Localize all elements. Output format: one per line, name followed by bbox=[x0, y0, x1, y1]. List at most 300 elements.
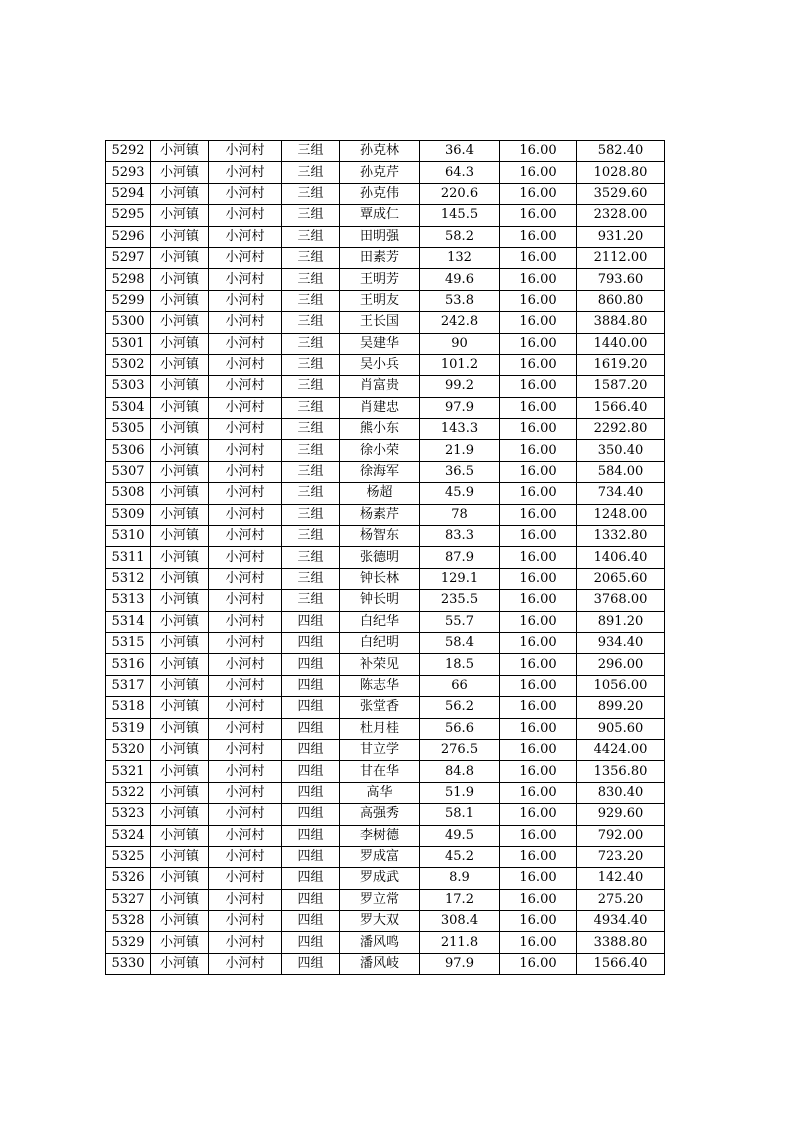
table-row bbox=[106, 868, 665, 889]
village-cell: 小河村 bbox=[209, 290, 282, 311]
town-cell: 小河镇 bbox=[151, 804, 209, 825]
table-row bbox=[106, 526, 665, 547]
row-number-cell: 5304 bbox=[106, 397, 151, 418]
rate-cell: 16.00 bbox=[500, 953, 577, 974]
table-row bbox=[106, 141, 665, 162]
amount-cell: 1028.80 bbox=[577, 162, 665, 183]
town-cell: 小河镇 bbox=[151, 953, 209, 974]
row-number-cell: 5292 bbox=[106, 141, 151, 162]
amount-cell: 1619.20 bbox=[577, 354, 665, 375]
area-cell: 56.2 bbox=[420, 697, 500, 718]
table-row bbox=[106, 568, 665, 589]
group-cell: 三组 bbox=[282, 226, 340, 247]
group-cell: 四组 bbox=[282, 911, 340, 932]
group-cell: 三组 bbox=[282, 290, 340, 311]
group-cell: 三组 bbox=[282, 397, 340, 418]
row-number-cell: 5308 bbox=[106, 483, 151, 504]
village-cell: 小河村 bbox=[209, 590, 282, 611]
name-cell: 甘立学 bbox=[340, 739, 420, 760]
rate-cell: 16.00 bbox=[500, 526, 577, 547]
village-cell: 小河村 bbox=[209, 440, 282, 461]
amount-cell: 582.40 bbox=[577, 141, 665, 162]
table-row bbox=[106, 611, 665, 632]
rate-cell: 16.00 bbox=[500, 804, 577, 825]
town-cell: 小河镇 bbox=[151, 183, 209, 204]
area-cell: 132 bbox=[420, 247, 500, 268]
table-row bbox=[106, 419, 665, 440]
town-cell: 小河镇 bbox=[151, 419, 209, 440]
name-cell: 杨智东 bbox=[340, 526, 420, 547]
village-cell: 小河村 bbox=[209, 868, 282, 889]
row-number-cell: 5318 bbox=[106, 697, 151, 718]
table-row bbox=[106, 354, 665, 375]
area-cell: 58.4 bbox=[420, 632, 500, 653]
town-cell: 小河镇 bbox=[151, 632, 209, 653]
rate-cell: 16.00 bbox=[500, 461, 577, 482]
row-number-cell: 5328 bbox=[106, 911, 151, 932]
name-cell: 补荣见 bbox=[340, 654, 420, 675]
row-number-cell: 5322 bbox=[106, 782, 151, 803]
group-cell: 四组 bbox=[282, 846, 340, 867]
town-cell: 小河镇 bbox=[151, 354, 209, 375]
name-cell: 张堂香 bbox=[340, 697, 420, 718]
name-cell: 杜月桂 bbox=[340, 718, 420, 739]
amount-cell: 723.20 bbox=[577, 846, 665, 867]
group-cell: 四组 bbox=[282, 718, 340, 739]
table-row bbox=[106, 846, 665, 867]
table-row bbox=[106, 782, 665, 803]
table-row bbox=[106, 697, 665, 718]
area-cell: 55.7 bbox=[420, 611, 500, 632]
area-cell: 143.3 bbox=[420, 419, 500, 440]
table-row bbox=[106, 932, 665, 953]
table-body bbox=[106, 141, 665, 975]
rate-cell: 16.00 bbox=[500, 183, 577, 204]
amount-cell: 793.60 bbox=[577, 269, 665, 290]
rate-cell: 16.00 bbox=[500, 312, 577, 333]
town-cell: 小河镇 bbox=[151, 376, 209, 397]
town-cell: 小河镇 bbox=[151, 205, 209, 226]
village-cell: 小河村 bbox=[209, 162, 282, 183]
group-cell: 四组 bbox=[282, 782, 340, 803]
group-cell: 三组 bbox=[282, 333, 340, 354]
town-cell: 小河镇 bbox=[151, 868, 209, 889]
group-cell: 三组 bbox=[282, 269, 340, 290]
table-row bbox=[106, 675, 665, 696]
town-cell: 小河镇 bbox=[151, 547, 209, 568]
rate-cell: 16.00 bbox=[500, 354, 577, 375]
town-cell: 小河镇 bbox=[151, 568, 209, 589]
area-cell: 90 bbox=[420, 333, 500, 354]
town-cell: 小河镇 bbox=[151, 911, 209, 932]
group-cell: 四组 bbox=[282, 889, 340, 910]
rate-cell: 16.00 bbox=[500, 846, 577, 867]
table-row bbox=[106, 718, 665, 739]
table-row bbox=[106, 739, 665, 760]
name-cell: 张德明 bbox=[340, 547, 420, 568]
table-row bbox=[106, 804, 665, 825]
amount-cell: 1440.00 bbox=[577, 333, 665, 354]
table-row bbox=[106, 889, 665, 910]
row-number-cell: 5296 bbox=[106, 226, 151, 247]
name-cell: 吴建华 bbox=[340, 333, 420, 354]
amount-cell: 584.00 bbox=[577, 461, 665, 482]
name-cell: 孙克林 bbox=[340, 141, 420, 162]
group-cell: 三组 bbox=[282, 461, 340, 482]
area-cell: 276.5 bbox=[420, 739, 500, 760]
group-cell: 四组 bbox=[282, 611, 340, 632]
group-cell: 四组 bbox=[282, 932, 340, 953]
rate-cell: 16.00 bbox=[500, 397, 577, 418]
amount-cell: 2065.60 bbox=[577, 568, 665, 589]
area-cell: 99.2 bbox=[420, 376, 500, 397]
name-cell: 高强秀 bbox=[340, 804, 420, 825]
row-number-cell: 5309 bbox=[106, 504, 151, 525]
amount-cell: 1056.00 bbox=[577, 675, 665, 696]
table-row bbox=[106, 183, 665, 204]
village-cell: 小河村 bbox=[209, 419, 282, 440]
area-cell: 58.1 bbox=[420, 804, 500, 825]
group-cell: 四组 bbox=[282, 675, 340, 696]
row-number-cell: 5317 bbox=[106, 675, 151, 696]
group-cell: 三组 bbox=[282, 547, 340, 568]
name-cell: 钟长明 bbox=[340, 590, 420, 611]
group-cell: 三组 bbox=[282, 312, 340, 333]
name-cell: 甘在华 bbox=[340, 761, 420, 782]
village-cell: 小河村 bbox=[209, 247, 282, 268]
rate-cell: 16.00 bbox=[500, 889, 577, 910]
name-cell: 田明强 bbox=[340, 226, 420, 247]
amount-cell: 1248.00 bbox=[577, 504, 665, 525]
amount-cell: 142.40 bbox=[577, 868, 665, 889]
row-number-cell: 5316 bbox=[106, 654, 151, 675]
amount-cell: 934.40 bbox=[577, 632, 665, 653]
amount-cell: 1566.40 bbox=[577, 953, 665, 974]
name-cell: 徐海军 bbox=[340, 461, 420, 482]
table-row bbox=[106, 376, 665, 397]
group-cell: 三组 bbox=[282, 526, 340, 547]
area-cell: 56.6 bbox=[420, 718, 500, 739]
table-row bbox=[106, 461, 665, 482]
village-cell: 小河村 bbox=[209, 697, 282, 718]
area-cell: 129.1 bbox=[420, 568, 500, 589]
name-cell: 杨超 bbox=[340, 483, 420, 504]
name-cell: 王长国 bbox=[340, 312, 420, 333]
area-cell: 145.5 bbox=[420, 205, 500, 226]
amount-cell: 1356.80 bbox=[577, 761, 665, 782]
area-cell: 49.6 bbox=[420, 269, 500, 290]
row-number-cell: 5319 bbox=[106, 718, 151, 739]
table-row bbox=[106, 483, 665, 504]
village-cell: 小河村 bbox=[209, 354, 282, 375]
town-cell: 小河镇 bbox=[151, 611, 209, 632]
amount-cell: 3884.80 bbox=[577, 312, 665, 333]
table-row bbox=[106, 290, 665, 311]
rate-cell: 16.00 bbox=[500, 162, 577, 183]
village-cell: 小河村 bbox=[209, 526, 282, 547]
name-cell: 田素芳 bbox=[340, 247, 420, 268]
village-cell: 小河村 bbox=[209, 568, 282, 589]
town-cell: 小河镇 bbox=[151, 483, 209, 504]
area-cell: 97.9 bbox=[420, 953, 500, 974]
name-cell: 孙克伟 bbox=[340, 183, 420, 204]
group-cell: 三组 bbox=[282, 440, 340, 461]
row-number-cell: 5330 bbox=[106, 953, 151, 974]
data-table bbox=[105, 140, 665, 975]
town-cell: 小河镇 bbox=[151, 761, 209, 782]
area-cell: 211.8 bbox=[420, 932, 500, 953]
amount-cell: 792.00 bbox=[577, 825, 665, 846]
village-cell: 小河村 bbox=[209, 632, 282, 653]
village-cell: 小河村 bbox=[209, 782, 282, 803]
village-cell: 小河村 bbox=[209, 205, 282, 226]
area-cell: 51.9 bbox=[420, 782, 500, 803]
area-cell: 83.3 bbox=[420, 526, 500, 547]
village-cell: 小河村 bbox=[209, 269, 282, 290]
table-row bbox=[106, 590, 665, 611]
rate-cell: 16.00 bbox=[500, 376, 577, 397]
rate-cell: 16.00 bbox=[500, 825, 577, 846]
area-cell: 18.5 bbox=[420, 654, 500, 675]
amount-cell: 3388.80 bbox=[577, 932, 665, 953]
rate-cell: 16.00 bbox=[500, 932, 577, 953]
name-cell: 王明芳 bbox=[340, 269, 420, 290]
group-cell: 三组 bbox=[282, 590, 340, 611]
village-cell: 小河村 bbox=[209, 654, 282, 675]
row-number-cell: 5298 bbox=[106, 269, 151, 290]
village-cell: 小河村 bbox=[209, 483, 282, 504]
group-cell: 三组 bbox=[282, 504, 340, 525]
row-number-cell: 5294 bbox=[106, 183, 151, 204]
rate-cell: 16.00 bbox=[500, 568, 577, 589]
rate-cell: 16.00 bbox=[500, 247, 577, 268]
area-cell: 49.5 bbox=[420, 825, 500, 846]
rate-cell: 16.00 bbox=[500, 718, 577, 739]
town-cell: 小河镇 bbox=[151, 675, 209, 696]
village-cell: 小河村 bbox=[209, 889, 282, 910]
town-cell: 小河镇 bbox=[151, 141, 209, 162]
name-cell: 杨素芹 bbox=[340, 504, 420, 525]
village-cell: 小河村 bbox=[209, 825, 282, 846]
amount-cell: 931.20 bbox=[577, 226, 665, 247]
amount-cell: 2112.00 bbox=[577, 247, 665, 268]
rate-cell: 16.00 bbox=[500, 483, 577, 504]
table-row bbox=[106, 226, 665, 247]
table-row bbox=[106, 397, 665, 418]
row-number-cell: 5326 bbox=[106, 868, 151, 889]
area-cell: 242.8 bbox=[420, 312, 500, 333]
area-cell: 87.9 bbox=[420, 547, 500, 568]
row-number-cell: 5327 bbox=[106, 889, 151, 910]
table-row bbox=[106, 654, 665, 675]
row-number-cell: 5325 bbox=[106, 846, 151, 867]
amount-cell: 860.80 bbox=[577, 290, 665, 311]
rate-cell: 16.00 bbox=[500, 205, 577, 226]
rate-cell: 16.00 bbox=[500, 290, 577, 311]
row-number-cell: 5329 bbox=[106, 932, 151, 953]
rate-cell: 16.00 bbox=[500, 590, 577, 611]
amount-cell: 1566.40 bbox=[577, 397, 665, 418]
area-cell: 36.5 bbox=[420, 461, 500, 482]
table-row bbox=[106, 312, 665, 333]
table-row bbox=[106, 504, 665, 525]
amount-cell: 734.40 bbox=[577, 483, 665, 504]
rate-cell: 16.00 bbox=[500, 911, 577, 932]
row-number-cell: 5310 bbox=[106, 526, 151, 547]
group-cell: 四组 bbox=[282, 654, 340, 675]
row-number-cell: 5303 bbox=[106, 376, 151, 397]
group-cell: 四组 bbox=[282, 953, 340, 974]
town-cell: 小河镇 bbox=[151, 290, 209, 311]
village-cell: 小河村 bbox=[209, 739, 282, 760]
town-cell: 小河镇 bbox=[151, 846, 209, 867]
area-cell: 45.9 bbox=[420, 483, 500, 504]
table-row bbox=[106, 247, 665, 268]
town-cell: 小河镇 bbox=[151, 590, 209, 611]
amount-cell: 1406.40 bbox=[577, 547, 665, 568]
rate-cell: 16.00 bbox=[500, 269, 577, 290]
table-row bbox=[106, 761, 665, 782]
row-number-cell: 5312 bbox=[106, 568, 151, 589]
rate-cell: 16.00 bbox=[500, 547, 577, 568]
town-cell: 小河镇 bbox=[151, 312, 209, 333]
amount-cell: 891.20 bbox=[577, 611, 665, 632]
row-number-cell: 5311 bbox=[106, 547, 151, 568]
group-cell: 四组 bbox=[282, 739, 340, 760]
rate-cell: 16.00 bbox=[500, 504, 577, 525]
row-number-cell: 5320 bbox=[106, 739, 151, 760]
group-cell: 三组 bbox=[282, 419, 340, 440]
rate-cell: 16.00 bbox=[500, 739, 577, 760]
town-cell: 小河镇 bbox=[151, 697, 209, 718]
row-number-cell: 5307 bbox=[106, 461, 151, 482]
rate-cell: 16.00 bbox=[500, 611, 577, 632]
group-cell: 四组 bbox=[282, 804, 340, 825]
name-cell: 白纪华 bbox=[340, 611, 420, 632]
rate-cell: 16.00 bbox=[500, 419, 577, 440]
village-cell: 小河村 bbox=[209, 547, 282, 568]
area-cell: 21.9 bbox=[420, 440, 500, 461]
village-cell: 小河村 bbox=[209, 911, 282, 932]
amount-cell: 3529.60 bbox=[577, 183, 665, 204]
village-cell: 小河村 bbox=[209, 141, 282, 162]
group-cell: 三组 bbox=[282, 141, 340, 162]
village-cell: 小河村 bbox=[209, 461, 282, 482]
name-cell: 李树德 bbox=[340, 825, 420, 846]
name-cell: 钟长林 bbox=[340, 568, 420, 589]
village-cell: 小河村 bbox=[209, 761, 282, 782]
area-cell: 17.2 bbox=[420, 889, 500, 910]
name-cell: 吴小兵 bbox=[340, 354, 420, 375]
group-cell: 三组 bbox=[282, 354, 340, 375]
amount-cell: 1332.80 bbox=[577, 526, 665, 547]
area-cell: 78 bbox=[420, 504, 500, 525]
town-cell: 小河镇 bbox=[151, 162, 209, 183]
name-cell: 覃成仁 bbox=[340, 205, 420, 226]
area-cell: 58.2 bbox=[420, 226, 500, 247]
row-number-cell: 5302 bbox=[106, 354, 151, 375]
group-cell: 三组 bbox=[282, 568, 340, 589]
rate-cell: 16.00 bbox=[500, 141, 577, 162]
village-cell: 小河村 bbox=[209, 675, 282, 696]
town-cell: 小河镇 bbox=[151, 889, 209, 910]
area-cell: 101.2 bbox=[420, 354, 500, 375]
village-cell: 小河村 bbox=[209, 846, 282, 867]
name-cell: 高华 bbox=[340, 782, 420, 803]
town-cell: 小河镇 bbox=[151, 226, 209, 247]
table-row bbox=[106, 911, 665, 932]
town-cell: 小河镇 bbox=[151, 526, 209, 547]
row-number-cell: 5314 bbox=[106, 611, 151, 632]
table-row bbox=[106, 632, 665, 653]
area-cell: 308.4 bbox=[420, 911, 500, 932]
area-cell: 64.3 bbox=[420, 162, 500, 183]
name-cell: 肖建忠 bbox=[340, 397, 420, 418]
amount-cell: 929.60 bbox=[577, 804, 665, 825]
amount-cell: 275.20 bbox=[577, 889, 665, 910]
row-number-cell: 5300 bbox=[106, 312, 151, 333]
group-cell: 三组 bbox=[282, 162, 340, 183]
group-cell: 三组 bbox=[282, 376, 340, 397]
name-cell: 肖富贵 bbox=[340, 376, 420, 397]
area-cell: 36.4 bbox=[420, 141, 500, 162]
town-cell: 小河镇 bbox=[151, 333, 209, 354]
amount-cell: 1587.20 bbox=[577, 376, 665, 397]
name-cell: 罗大双 bbox=[340, 911, 420, 932]
rate-cell: 16.00 bbox=[500, 761, 577, 782]
table-row bbox=[106, 547, 665, 568]
village-cell: 小河村 bbox=[209, 718, 282, 739]
amount-cell: 350.40 bbox=[577, 440, 665, 461]
village-cell: 小河村 bbox=[209, 376, 282, 397]
rate-cell: 16.00 bbox=[500, 868, 577, 889]
area-cell: 220.6 bbox=[420, 183, 500, 204]
town-cell: 小河镇 bbox=[151, 504, 209, 525]
name-cell: 罗立常 bbox=[340, 889, 420, 910]
row-number-cell: 5324 bbox=[106, 825, 151, 846]
row-number-cell: 5297 bbox=[106, 247, 151, 268]
amount-cell: 4424.00 bbox=[577, 739, 665, 760]
row-number-cell: 5301 bbox=[106, 333, 151, 354]
amount-cell: 2292.80 bbox=[577, 419, 665, 440]
table-row bbox=[106, 205, 665, 226]
area-cell: 97.9 bbox=[420, 397, 500, 418]
row-number-cell: 5306 bbox=[106, 440, 151, 461]
amount-cell: 899.20 bbox=[577, 697, 665, 718]
area-cell: 8.9 bbox=[420, 868, 500, 889]
village-cell: 小河村 bbox=[209, 183, 282, 204]
area-cell: 66 bbox=[420, 675, 500, 696]
rate-cell: 16.00 bbox=[500, 440, 577, 461]
group-cell: 四组 bbox=[282, 825, 340, 846]
village-cell: 小河村 bbox=[209, 504, 282, 525]
row-number-cell: 5323 bbox=[106, 804, 151, 825]
village-cell: 小河村 bbox=[209, 932, 282, 953]
row-number-cell: 5295 bbox=[106, 205, 151, 226]
rate-cell: 16.00 bbox=[500, 697, 577, 718]
village-cell: 小河村 bbox=[209, 333, 282, 354]
group-cell: 三组 bbox=[282, 183, 340, 204]
town-cell: 小河镇 bbox=[151, 654, 209, 675]
name-cell: 王明友 bbox=[340, 290, 420, 311]
group-cell: 四组 bbox=[282, 632, 340, 653]
village-cell: 小河村 bbox=[209, 312, 282, 333]
row-number-cell: 5299 bbox=[106, 290, 151, 311]
table-row bbox=[106, 162, 665, 183]
amount-cell: 2328.00 bbox=[577, 205, 665, 226]
rate-cell: 16.00 bbox=[500, 654, 577, 675]
row-number-cell: 5293 bbox=[106, 162, 151, 183]
